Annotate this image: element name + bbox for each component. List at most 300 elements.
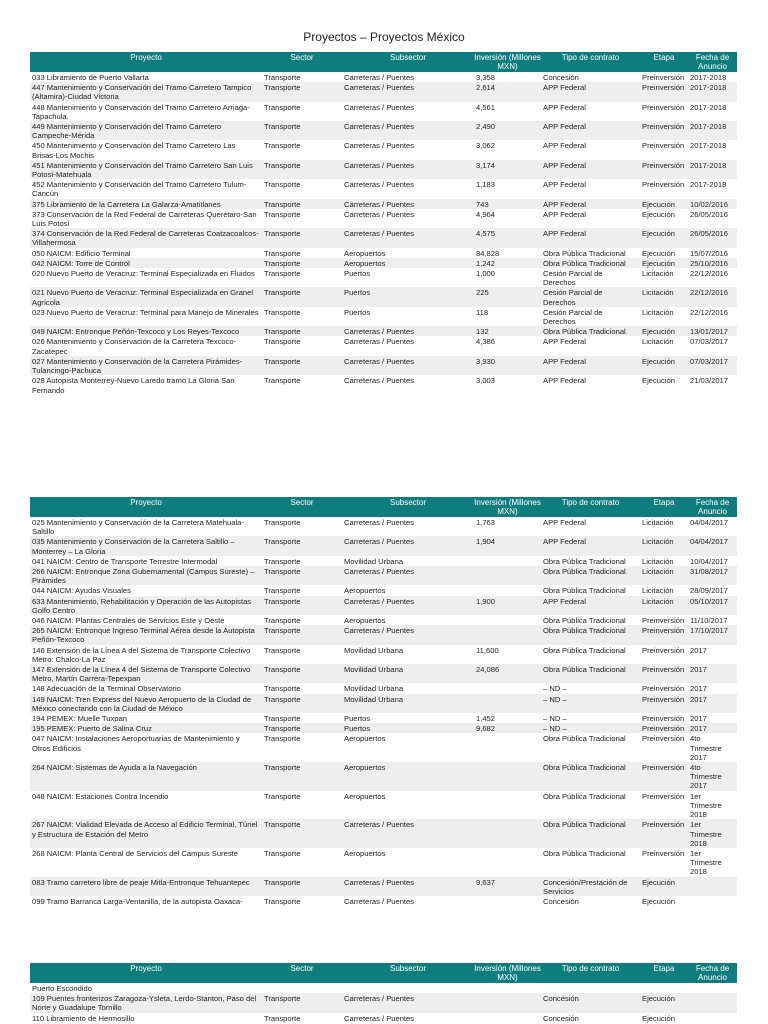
cell-investment xyxy=(474,896,541,906)
cell-investment xyxy=(474,1013,541,1023)
cell-sector: Transporte xyxy=(264,1013,301,1023)
cell-announcement-date: 2017 xyxy=(690,694,707,704)
cell-contract-type: Obra Pública Tradicional xyxy=(543,820,626,830)
cell-contract-type: Obra Pública Tradicional xyxy=(543,586,626,596)
cell-announcement-date: 2017-2018 xyxy=(690,141,727,151)
cell-project: 195 PEMEX: Puerto de Salina Cruz xyxy=(32,724,152,734)
cell-investment xyxy=(474,733,541,762)
cell-sector xyxy=(262,983,342,993)
cell-investment: 1,242 xyxy=(476,258,496,268)
cell-subsector: Carreteras / Puentes xyxy=(344,596,415,606)
cell-investment: 3,358 xyxy=(476,73,496,82)
cell-sector: Transporte xyxy=(264,734,301,744)
cell-stage: Preinversión xyxy=(642,684,685,694)
cell-investment: 3,930 xyxy=(476,356,496,366)
cell-stage: Licitación xyxy=(642,307,674,317)
cell-stage: Ejecución xyxy=(642,199,675,209)
cell-investment: 118 xyxy=(476,307,489,317)
cell-sector: Transporte xyxy=(264,83,301,93)
table-header xyxy=(30,52,737,72)
cell-investment: 11,600 xyxy=(476,645,499,655)
cell-stage: Ejecución xyxy=(642,258,675,268)
cell-contract-type: Obra Pública Tradicional xyxy=(543,665,626,675)
cell-investment xyxy=(474,566,541,585)
cell-subsector: Aeropuertos xyxy=(344,791,386,801)
cell-investment: 9,682 xyxy=(476,724,496,734)
table-row xyxy=(30,596,737,615)
cell-stage: Licitación xyxy=(642,269,674,279)
cell-project: 050 NAICM: Edificio Terminal xyxy=(32,248,131,258)
column-header-investment: Inversión (Millones MXN) xyxy=(474,498,541,516)
column-header-stage: Etapa xyxy=(653,53,675,62)
cell-announcement-date: 25/10/2016 xyxy=(690,258,729,268)
cell-stage: Ejecución xyxy=(642,877,675,887)
cell-announcement-date: 07/03/2017 xyxy=(690,356,729,366)
cell-stage: Licitación xyxy=(642,596,674,606)
cell-stage: Preinversión xyxy=(642,83,685,93)
cell-stage: Preinversión xyxy=(642,763,685,773)
cell-announcement-date: 07/03/2017 xyxy=(690,337,729,347)
table-row xyxy=(30,566,737,585)
cell-announcement-date: 22/12/2016 xyxy=(690,288,729,298)
cell-sector: Transporte xyxy=(264,141,301,151)
cell-stage: Ejecución xyxy=(642,229,675,239)
cell-announcement-date: 22/12/2016 xyxy=(690,269,729,279)
column-header-sector: Sector xyxy=(290,53,314,62)
table-row xyxy=(30,723,737,733)
cell-project: 042 NAICM: Torre de Control xyxy=(32,258,130,268)
cell-stage: Preinversión xyxy=(642,791,685,801)
cell-contract-type: APP Federal xyxy=(543,356,586,366)
table-row xyxy=(30,694,737,713)
cell-subsector: Movilidad Urbana xyxy=(344,694,404,704)
cell-project: 033 Libramiento de Puerto Vallarta xyxy=(32,73,149,82)
cell-announcement-date: 26/05/2016 xyxy=(690,209,729,219)
cell-announcement-date: 28/09/2017 xyxy=(690,586,729,596)
table-row xyxy=(30,307,737,326)
cell-subsector: Carreteras / Puentes xyxy=(344,820,415,830)
cell-subsector: Aeropuertos xyxy=(344,616,386,626)
cell-contract-type: APP Federal xyxy=(543,141,586,151)
cell-sector: Transporte xyxy=(264,896,301,906)
cell-contract-type: Cesión Parcial de Derechos xyxy=(543,269,603,288)
cell-project: 447 Mantenimiento y Conservación del Tramo Carretero Tampico (Altamira)-Ciudad Victoria xyxy=(32,83,252,102)
table-row xyxy=(30,896,737,906)
cell-announcement-date: 2017-2018 xyxy=(690,102,727,112)
cell-subsector: Aeropuertos xyxy=(344,258,386,268)
cell-announcement-date: 26/05/2016 xyxy=(690,229,729,239)
table-row xyxy=(30,258,737,268)
table-row xyxy=(30,102,737,121)
cell-subsector: Carreteras / Puentes xyxy=(344,229,415,239)
table-body xyxy=(30,517,737,906)
cell-stage: Preinversión xyxy=(642,714,685,724)
cell-investment: 4,386 xyxy=(476,337,496,347)
cell-subsector: Movilidad Urbana xyxy=(344,665,404,675)
cell-stage: Preinversión xyxy=(642,616,685,626)
cell-stage: Preinversión xyxy=(642,180,685,190)
cell-contract-type: Obra Pública Tradicional xyxy=(543,645,626,655)
table-row xyxy=(30,356,737,375)
cell-sector: Transporte xyxy=(264,356,301,366)
cell-announcement-date: 1er Trimestre 2018 xyxy=(690,820,722,848)
cell-sector: Transporte xyxy=(264,160,301,170)
column-header-project: Proyecto xyxy=(130,964,162,973)
cell-contract-type: Concesión xyxy=(543,896,579,906)
column-header-subsector: Subsector xyxy=(389,53,427,62)
cell-sector: Transporte xyxy=(264,337,301,347)
cell-investment: 3,003 xyxy=(476,376,496,386)
cell-contract-type: Obra Pública Tradicional xyxy=(543,734,626,744)
cell-contract-type: APP Federal xyxy=(543,596,586,606)
column-header-project: Proyecto xyxy=(130,53,162,62)
cell-project: 026 Mantenimiento y Conservación de la Carretera Texcoco-Zacatepec xyxy=(32,337,237,356)
cell-investment xyxy=(474,819,541,848)
cell-project: 449 Mantenimiento y Conservación del Tramo Carretero Campeche-Mérida xyxy=(32,122,222,141)
cell-announcement-date: 04/04/2017 xyxy=(690,537,729,547)
table-row xyxy=(30,819,737,848)
cell-subsector: Movilidad Urbana xyxy=(344,645,404,655)
cell-investment: 743 xyxy=(476,199,489,209)
cell-announcement-date: 1er Trimestre 2018 xyxy=(690,848,722,877)
cell-announcement-date xyxy=(688,983,737,993)
cell-contract-type: Obra Pública Tradicional xyxy=(543,763,626,773)
cell-sector: Transporte xyxy=(264,248,301,258)
cell-stage: Preinversión xyxy=(642,734,685,744)
cell-investment: 1,904 xyxy=(476,537,496,547)
table-row xyxy=(30,287,737,306)
table-row xyxy=(30,993,737,1012)
cell-stage: Licitación xyxy=(642,567,674,577)
cell-project: 028 Autopista Monterrey-Nuevo Laredo tramo La Gloria San Fernando xyxy=(32,376,235,395)
cell-subsector: Puertos xyxy=(344,288,371,298)
cell-sector: Transporte xyxy=(264,567,301,577)
cell-sector: Transporte xyxy=(264,791,301,801)
cell-project: 044 NAICM: Ayudas Visuales xyxy=(32,586,131,596)
cell-announcement-date: 31/08/2017 xyxy=(690,567,729,577)
cell-project: 020 Nuevo Puerto de Veracruz: Terminal Especializada en Fluidos xyxy=(32,269,255,279)
cell-stage: Preinversión xyxy=(642,626,685,636)
cell-contract-type: Concesión/Prestación de Servicios xyxy=(543,877,628,896)
cell-subsector: Carreteras / Puentes xyxy=(344,73,415,82)
cell-announcement-date: 05/10/2017 xyxy=(690,596,729,606)
cell-sector: Transporte xyxy=(264,537,301,547)
cell-subsector: Carreteras / Puentes xyxy=(344,122,415,132)
cell-announcement-date: 13/01/2017 xyxy=(690,327,729,337)
cell-project: 109 Puentes fronterizos Zaragoza-Ysleta, Lerdo-Stanton, Paso del Norte y Guadalupe Tornillo xyxy=(32,994,257,1013)
table-row xyxy=(30,375,737,394)
cell-subsector: Carreteras / Puentes xyxy=(344,160,415,170)
cell-contract-type: Cesión Parcial de Derechos xyxy=(543,307,603,327)
table-row xyxy=(30,140,737,159)
cell-contract-type: APP Federal xyxy=(543,209,586,219)
cell-project: 450 Mantenimiento y Conservación del Tramo Carretero Las Brisas-Los Mochis xyxy=(32,141,236,160)
cell-sector: Transporte xyxy=(264,994,301,1004)
cell-project: 027 Mantenimiento y Conservación de la Carretera Pirámides-Tulancingo-Pachuca xyxy=(32,356,243,376)
cell-announcement-date: 2017 xyxy=(690,684,707,694)
cell-stage: Ejecución xyxy=(642,327,675,337)
cell-announcement-date: 21/03/2017 xyxy=(690,376,729,386)
cell-investment: 4,964 xyxy=(476,209,496,219)
projects-table-2 xyxy=(30,497,737,906)
cell-investment xyxy=(474,791,541,820)
cell-subsector: Aeropuertos xyxy=(344,248,386,258)
cell-contract-type: APP Federal xyxy=(543,180,586,190)
cell-contract-type: Obra Pública Tradicional xyxy=(543,626,626,636)
table-body xyxy=(30,72,737,395)
cell-contract-type: Obra Pública Tradicional xyxy=(543,258,626,268)
cell-announcement-date: 2017 xyxy=(690,665,707,675)
cell-announcement-date: 22/12/2016 xyxy=(690,307,729,317)
cell-announcement-date: 2017-2018 xyxy=(690,160,727,170)
table-header xyxy=(30,497,737,517)
cell-stage: Preinversión xyxy=(642,724,685,734)
column-header-subsector: Subsector xyxy=(389,964,427,973)
cell-contract-type: – ND – xyxy=(543,694,567,704)
cell-project: 110 Libramiento de Hermosillo xyxy=(32,1013,135,1023)
table-row xyxy=(30,664,737,683)
cell-sector: Transporte xyxy=(264,820,301,830)
cell-project: 373 Conservación de la Red Federal de Carreteras Querétaro-San Luis Potosí xyxy=(32,209,257,229)
column-header-contract-type: Tipo de contrato xyxy=(561,53,620,62)
cell-contract-type: Obra Pública Tradicional xyxy=(543,567,626,577)
cell-sector: Transporte xyxy=(264,556,301,566)
cell-contract-type: Concesión xyxy=(543,73,579,82)
table-row xyxy=(30,1013,737,1023)
table-row xyxy=(30,585,737,595)
cell-project: 146 Extensión de la Línea A del Sistema de Transporte Colectivo Metro: Chalco-La Paz xyxy=(32,645,251,664)
cell-contract-type: APP Federal xyxy=(543,102,586,112)
cell-announcement-date: 11/10/2017 xyxy=(690,616,728,626)
cell-sector: Transporte xyxy=(264,376,301,386)
table-body xyxy=(30,983,737,1023)
cell-contract-type: Concesión xyxy=(543,1013,579,1023)
cell-subsector: Carreteras / Puentes xyxy=(344,83,415,93)
cell-announcement-date xyxy=(688,993,737,1012)
table-row xyxy=(30,877,737,896)
column-header-sector: Sector xyxy=(290,964,314,973)
cell-sector: Transporte xyxy=(264,616,301,626)
cell-subsector: Carreteras / Puentes xyxy=(344,626,415,636)
cell-investment xyxy=(474,993,541,1012)
cell-sector: Transporte xyxy=(264,229,301,239)
cell-stage: Preinversión xyxy=(642,102,685,112)
table-row xyxy=(30,72,737,82)
cell-investment xyxy=(474,625,541,644)
cell-announcement-date: 04/04/2017 xyxy=(690,518,729,527)
cell-project: 267 NAICM: Vialidad Elevada de Acceso al Edificio Terminal, Túnel y Estructura de Estación del Metro xyxy=(32,820,258,839)
cell-subsector: Carreteras / Puentes xyxy=(344,141,415,151)
cell-project: 265 NAICM: Entronque Ingreso Terminal Aérea desde la Autopista Peñón-Texcoco xyxy=(32,626,255,645)
cell-investment xyxy=(474,762,541,791)
cell-stage: Ejecución xyxy=(642,376,675,386)
cell-sector: Transporte xyxy=(264,848,301,858)
table-row xyxy=(30,248,737,258)
cell-stage: Licitación xyxy=(642,556,674,566)
cell-stage: Licitación xyxy=(642,537,674,547)
cell-subsector: Carreteras / Puentes xyxy=(344,102,415,112)
cell-project: 448 Mantenimiento y Conservación del Tramo Carretero Arriaga-Tapachula. xyxy=(32,102,250,121)
cell-investment: 9,637 xyxy=(476,877,496,887)
cell-stage: Preinversión xyxy=(642,694,685,704)
cell-investment: 1,900 xyxy=(476,596,496,606)
column-header-stage: Etapa xyxy=(653,964,675,973)
cell-subsector: Movilidad Urbana xyxy=(344,556,404,566)
cell-sector: Transporte xyxy=(264,645,301,655)
cell-sector: Transporte xyxy=(264,269,301,279)
cell-subsector: Carreteras / Puentes xyxy=(344,376,415,386)
cell-stage: Licitación xyxy=(642,586,674,596)
projects-table-1 xyxy=(30,52,737,395)
cell-stage: Ejecución xyxy=(642,896,675,906)
cell-sector: Transporte xyxy=(264,763,301,773)
cell-subsector: Carreteras / Puentes xyxy=(344,896,415,906)
cell-announcement-date xyxy=(688,1013,737,1023)
cell-sector: Transporte xyxy=(264,724,301,734)
cell-project: 264 NAICM: Sistemas de Ayuda a la Navegación xyxy=(32,763,197,773)
cell-sector: Transporte xyxy=(264,307,301,317)
cell-sector: Transporte xyxy=(264,73,301,82)
cell-investment xyxy=(474,848,541,877)
table-row xyxy=(30,228,737,247)
cell-subsector: Aeropuertos xyxy=(344,848,386,858)
column-header-investment: Inversión (Millones MXN) xyxy=(474,53,541,71)
cell-project: 375 Libramiento de la Carretera La Galarza-Amatitlanes xyxy=(32,199,221,209)
cell-announcement-date: 4to Trimestre 2017 xyxy=(690,763,722,791)
cell-announcement-date: 2017-2018 xyxy=(690,73,727,82)
cell-subsector: Carreteras / Puentes xyxy=(344,356,415,366)
cell-contract-type: – ND – xyxy=(543,714,567,724)
cell-announcement-date: 1er Trimestre 2018 xyxy=(690,791,722,820)
cell-contract-type: – ND – xyxy=(543,724,567,734)
cell-contract-type: Obra Pública Tradicional xyxy=(543,556,626,566)
cell-contract-type: Obra Pública Tradicional xyxy=(543,791,626,801)
cell-investment: 84,828 xyxy=(476,248,500,258)
cell-contract-type: Concesión xyxy=(543,994,579,1004)
cell-investment: 1,000 xyxy=(476,269,496,279)
cell-contract-type: APP Federal xyxy=(543,160,586,170)
cell-stage: Licitación xyxy=(642,518,674,527)
cell-stage xyxy=(640,983,688,993)
cell-subsector: Carreteras / Puentes xyxy=(344,180,415,190)
cell-sector: Transporte xyxy=(264,327,301,337)
cell-project: 268 NAICM: Planta Central de Servicios del Campus Sureste xyxy=(32,848,238,858)
cell-contract-type: – ND – xyxy=(543,684,567,694)
cell-project: 266 NAICM: Entronque Zona Gubernamental (Campus Sureste) – Pirámides xyxy=(32,567,255,586)
column-header-announcement-date: Fecha de Anuncio xyxy=(695,53,730,71)
cell-announcement-date: 2017-2018 xyxy=(690,83,727,93)
cell-sector: Transporte xyxy=(264,180,301,190)
cell-sector: Transporte xyxy=(264,586,301,596)
table-row xyxy=(30,615,737,625)
cell-announcement-date: 15/07/2016 xyxy=(690,248,729,258)
cell-sector: Transporte xyxy=(264,209,301,219)
cell-sector: Transporte xyxy=(264,596,301,606)
cell-subsector: Movilidad Urbana xyxy=(344,684,404,694)
cell-investment: 3,174 xyxy=(476,160,496,170)
cell-contract-type: Obra Pública Tradicional xyxy=(543,616,626,626)
cell-announcement-date: 2017-2018 xyxy=(690,180,727,190)
cell-project: 147 Extensión de la Línea 4 del Sistema de Transporte Colectivo Metro, Martín Carrera-Tepexpan xyxy=(32,665,251,684)
cell-stage: Preinversión xyxy=(642,160,685,170)
table-row xyxy=(30,82,737,101)
table-row xyxy=(30,517,737,536)
cell-sector: Transporte xyxy=(264,877,301,887)
cell-stage: Ejecución xyxy=(642,1013,675,1023)
cell-project: Puerto Escondido xyxy=(32,984,92,993)
cell-announcement-date: 10/04/2017 xyxy=(690,556,729,566)
cell-investment xyxy=(474,585,541,595)
cell-investment xyxy=(474,556,541,566)
table-row xyxy=(30,326,737,336)
cell-subsector: Carreteras / Puentes xyxy=(344,337,415,347)
table-row xyxy=(30,336,737,355)
cell-stage: Ejecución xyxy=(642,248,675,258)
cell-sector: Transporte xyxy=(264,684,301,694)
cell-subsector: Aeropuertos xyxy=(344,586,386,596)
cell-sector: Transporte xyxy=(264,199,301,209)
cell-subsector: Carreteras / Puentes xyxy=(344,1013,415,1023)
table-row xyxy=(30,556,737,566)
cell-project: 451 Mantenimiento y Conservación del Tramo Carretero San Luis Potosí-Matehuala xyxy=(32,160,253,180)
cell-investment: 1,452 xyxy=(476,714,496,724)
cell-subsector: Carreteras / Puentes xyxy=(344,327,415,337)
cell-investment: 2,490 xyxy=(476,122,496,132)
cell-contract-type: Obra Pública Tradicional xyxy=(543,848,626,858)
cell-subsector: Puertos xyxy=(344,269,371,279)
cell-announcement-date: 2017 xyxy=(690,645,707,655)
cell-project: 452 Mantenimiento y Conservación del Tramo Carretero Tulum-Cancún xyxy=(32,180,247,199)
cell-investment xyxy=(474,615,541,625)
cell-sector: Transporte xyxy=(264,102,301,112)
cell-contract-type xyxy=(541,983,640,993)
cell-sector: Transporte xyxy=(264,714,301,724)
cell-announcement-date: 10/02/2016 xyxy=(690,199,729,209)
page-title: Proyectos – Proyectos México xyxy=(303,30,465,44)
cell-project: 194 PEMEX: Muelle Tuxpan xyxy=(32,714,127,724)
table-row xyxy=(30,160,737,179)
cell-sector: Transporte xyxy=(264,518,301,527)
cell-announcement-date: 2017-2018 xyxy=(690,122,727,132)
cell-project: 049 NAICM: Entronque Peñón-Texcoco y Los Reyes-Texcoco xyxy=(32,327,240,337)
cell-investment: 1,183 xyxy=(476,180,496,190)
table-row xyxy=(30,179,737,198)
table-row xyxy=(30,209,737,228)
cell-contract-type: APP Federal xyxy=(543,537,586,547)
cell-stage: Preinversión xyxy=(642,820,685,830)
cell-project: 099 Tramo Barranca Larga-Ventanilla, de la autopista Oaxaca- xyxy=(32,896,243,906)
cell-subsector xyxy=(342,983,474,993)
cell-subsector: Carreteras / Puentes xyxy=(344,537,415,547)
cell-stage: Preinversión xyxy=(642,645,685,655)
cell-investment xyxy=(474,983,541,993)
table-row xyxy=(30,199,737,209)
cell-project: 025 Mantenimiento y Conservación de la Carretera Matehuala-Saltillo xyxy=(32,518,244,537)
cell-project: 047 NAICM: Instalaciones Aeroportuarias de Mantenimiento y Otros Edificios xyxy=(32,734,240,753)
cell-contract-type: APP Federal xyxy=(543,199,586,209)
cell-subsector: Aeropuertos xyxy=(344,763,386,773)
cell-contract-type: APP Federal xyxy=(543,337,586,347)
cell-stage: Preinversión xyxy=(642,122,685,132)
cell-subsector: Aeropuertos xyxy=(344,734,386,744)
cell-investment xyxy=(474,683,541,693)
cell-contract-type: APP Federal xyxy=(543,122,586,132)
cell-contract-type: APP Federal xyxy=(543,229,586,239)
column-header-contract-type: Tipo de contrato xyxy=(561,964,620,973)
cell-stage: Licitación xyxy=(642,337,674,347)
cell-project: 083 Tramo carretero libre de peaje Mitla-Entronque Tehuantepec xyxy=(32,877,250,887)
cell-investment: 24,086 xyxy=(476,665,500,675)
